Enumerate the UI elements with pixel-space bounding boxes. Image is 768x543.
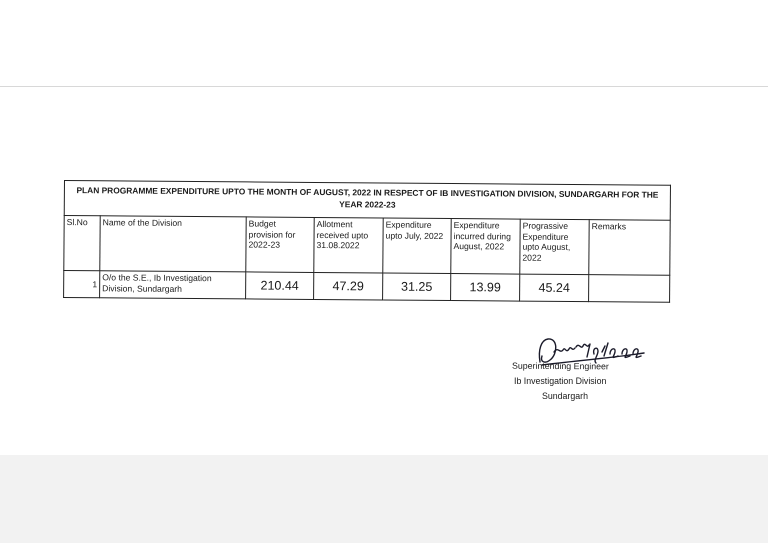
table-row: [64, 271, 670, 303]
cell-sl-no: 1: [64, 271, 100, 298]
signatory-title: Superintending Engineer: [511, 360, 609, 372]
cell-expenditure-august: 13.99: [451, 274, 520, 302]
signatory-place: Sundargarh: [542, 391, 588, 401]
cell-remarks: [589, 275, 670, 303]
page-top-edge: [0, 86, 768, 87]
header-remarks: Remarks: [589, 220, 671, 276]
header-expenditure-august: Expenditure incurred during August, 2022: [451, 219, 520, 275]
cell-expenditure-july: 31.25: [383, 273, 451, 301]
signature-block: [504, 332, 694, 402]
cell-budget: 210.44: [246, 272, 314, 300]
header-expenditure-july: Expenditure upto July, 2022: [383, 218, 451, 274]
cell-allotment: 47.29: [314, 272, 383, 300]
signatory-division: Ib Investigation Division: [514, 376, 607, 386]
header-sl-no: Sl.No: [64, 216, 100, 271]
cell-division-name: O/o the S.E., Ib Investigation Division, Sundargarh: [100, 271, 246, 299]
table-header-row: [64, 216, 671, 276]
header-division-name: Name of the Division: [100, 216, 246, 272]
report-title: PLAN PROGRAMME EXPENDITURE UPTO THE MONTH OF AUGUST, 2022 IN RESPECT OF IB INVESTIGATION DIVISION, SUNDARGARH FOR THE YEAR 2022-23: [64, 181, 670, 221]
header-allotment-received: Allotment received upto 31.08.2022: [314, 217, 383, 273]
header-progressive-expenditure: Prograssive Expenditure upto August, 2022: [520, 219, 589, 275]
expenditure-table: [63, 180, 671, 303]
cell-progressive: 45.24: [520, 274, 589, 302]
page-bottom-shade: [0, 455, 768, 543]
header-budget-provision: Budget provision for 2022-23: [246, 217, 314, 273]
